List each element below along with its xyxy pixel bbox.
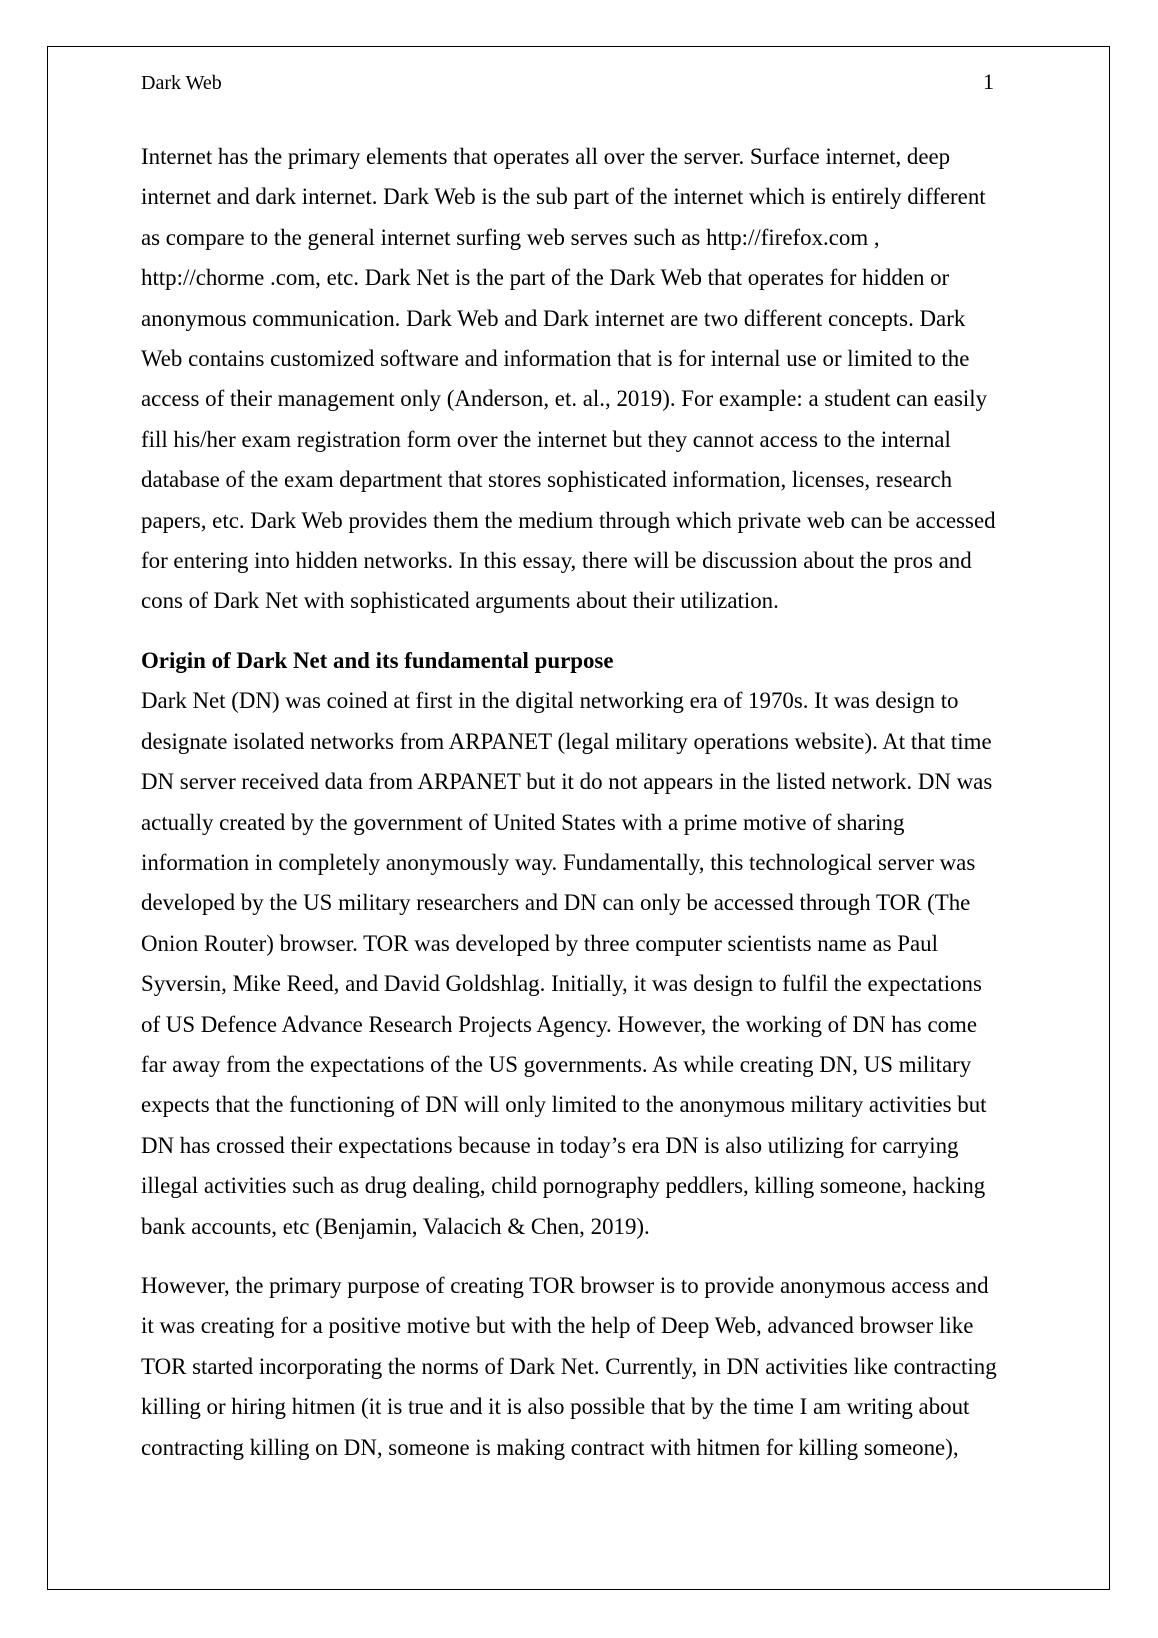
text-line: anonymous communication. Dark Web and Dark internet are two different concepts. Dark bbox=[141, 305, 966, 331]
text-line: Dark Net (DN) was coined at first in the digital networking era of 1970s. It was design to bbox=[141, 688, 959, 714]
text-line: developed by the US military researchers and DN can only be accessed through TOR (The bbox=[141, 890, 971, 916]
text-line: designate isolated networks from ARPANET (legal military operations website). At that time bbox=[141, 728, 992, 754]
text-line: of US Defence Advance Research Projects Agency. However, the working of DN has come bbox=[141, 1011, 978, 1037]
text-line: fill his/her exam registration form over the internet but they cannot access to the internal bbox=[141, 426, 951, 452]
text-line: However, the primary purpose of creating TOR browser is to provide anonymous access and bbox=[141, 1272, 989, 1298]
text-line: Onion Router) browser. TOR was developed by three computer scientists name as Paul bbox=[141, 930, 938, 956]
text-line: TOR started incorporating the norms of Dark Net. Currently, in DN activities like contracting bbox=[141, 1353, 997, 1379]
text-line: internet and dark internet. Dark Web is the sub part of the internet which is entirely different bbox=[141, 184, 986, 210]
text-line: database of the exam department that stores sophisticated information, licenses, research bbox=[141, 467, 953, 493]
text-line: http://chorme .com, etc. Dark Net is the part of the Dark Web that operates for hidden or bbox=[141, 265, 950, 291]
text-line: Syversin, Mike Reed, and David Goldshlag. Initially, it was design to fulfil the expectations bbox=[141, 971, 982, 997]
page-number: 1 bbox=[983, 69, 994, 94]
text-line: as compare to the general internet surfing web serves such as http://firefox.com , bbox=[141, 224, 880, 250]
text-line: illegal activities such as drug dealing, child pornography peddlers, killing someone, hacking bbox=[141, 1173, 986, 1199]
text-line: Internet has the primary elements that operates all over the server. Surface internet, deep bbox=[141, 144, 951, 169]
intro-paragraph bbox=[141, 137, 1025, 622]
text-line: contracting killing on DN, someone is making contract with hitmen for killing someone), bbox=[141, 1434, 959, 1460]
tor-paragraph bbox=[141, 1266, 1025, 1468]
text-line: bank accounts, etc (Benjamin, Valacich & Chen, 2019). bbox=[141, 1213, 650, 1239]
text-line: DN server received data from ARPANET but it do not appears in the listed network. DN was bbox=[141, 769, 993, 795]
origin-paragraph bbox=[141, 681, 1025, 1247]
text-line: for entering into hidden networks. In this essay, there will be discussion about the pros and bbox=[141, 548, 972, 574]
text-line: Web contains customized software and information that is for internal use or limited to the bbox=[141, 346, 970, 372]
text-line: papers, etc. Dark Web provides them the medium through which private web can be accessed bbox=[141, 507, 996, 533]
text-line: cons of Dark Net with sophisticated arguments about their utilization. bbox=[141, 588, 779, 614]
text-line: killing or hiring hitmen (it is true and it is also possible that by the time I am writing about bbox=[141, 1394, 970, 1420]
text-line: it was creating for a positive motive but with the help of Deep Web, advanced browser like bbox=[141, 1313, 974, 1339]
text-line: access of their management only (Anderson, et. al., 2019). For example: a student can easily bbox=[141, 386, 988, 412]
section-heading: Origin of Dark Net and its fundamental purpose bbox=[141, 647, 614, 673]
document-body bbox=[141, 137, 1025, 1468]
text-line: information in completely anonymously way. Fundamentally, this technological server was bbox=[141, 849, 976, 875]
text-line: actually created by the government of United States with a prime motive of sharing bbox=[141, 809, 905, 835]
running-head-title: Dark Web bbox=[141, 72, 222, 94]
text-line: far away from the expectations of the US governments. As while creating DN, US military bbox=[141, 1051, 972, 1077]
text-line: expects that the functioning of DN will only limited to the anonymous military activities but bbox=[141, 1092, 987, 1118]
text-line: DN has crossed their expectations because in today’s era DN is also utilizing for carrying bbox=[141, 1132, 959, 1158]
